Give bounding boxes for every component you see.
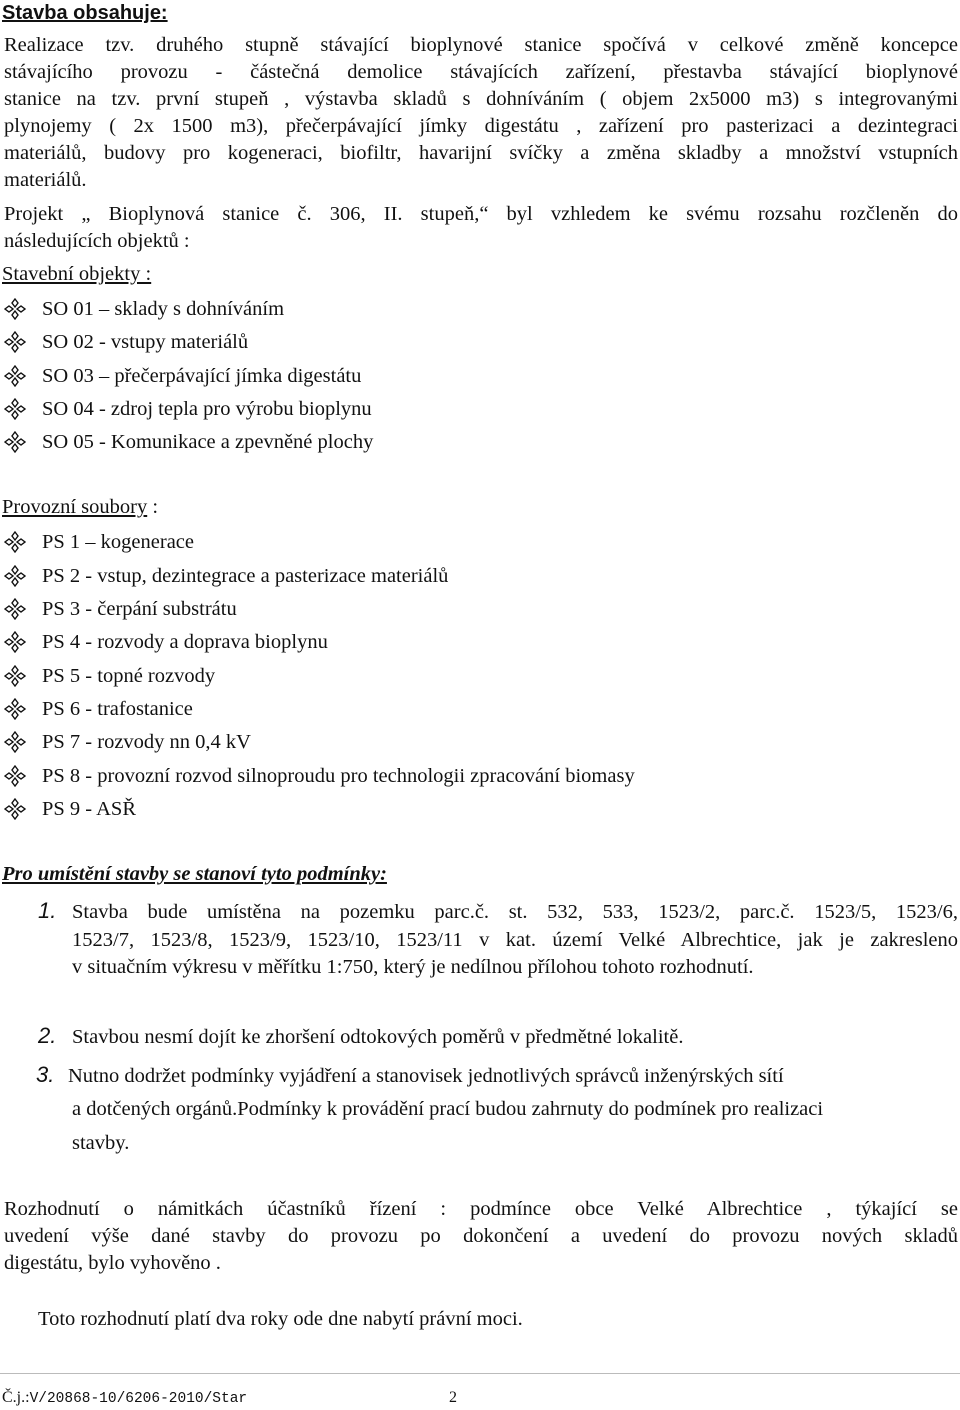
list-item-text: PS 8 - provozní rozvod silnoproudu pro technologii zpracování biomasy [42,764,635,787]
list-item-text: PS 4 - rozvody a doprava bioplynu [42,630,328,653]
conditions-heading: Pro umístění stavby se stanoví tyto podmínky: [2,863,387,885]
intro-line: materiálů, budovy pro kogeneraci, biofiltr, havarijní svíčky a změna skladby a množství vstupních [4,142,958,164]
footer-prefix: Č.j.: [2,1389,30,1406]
objection-line: uvedení výše dané stavby do provozu po dokončení a uvedení do provozu nových skladů [4,1225,958,1247]
list-item [4,396,372,422]
list-item [4,563,448,589]
diamond-bullet-icon [4,331,26,353]
list-item [4,629,328,655]
list-item [4,596,237,622]
diamond-bullet-icon [4,431,26,453]
condition-line: 1523/7, 1523/8, 1523/9, 1523/10, 1523/11 v kat. území Velké Albrechtice, jak je zakresleno [72,929,958,951]
list-item [4,296,284,322]
objection-line: digestátu, bylo vyhověno . [4,1252,221,1274]
diamond-bullet-icon [4,365,26,387]
intro-line: stanice na tzv. první stupeň , výstavba skladů s dohníváním ( objem 2x5000 m3) s integrovanými [4,88,958,110]
section-heading: Stavba obsahuje: [2,2,168,24]
validity-statement: Toto rozhodnutí platí dva roky ode dne nabytí právní moci. [38,1308,523,1330]
condition-line: Stavba bude umístěna na pozemku parc.č. st. 532, 533, 1523/2, parc.č. 1523/5, 1523/6, [72,901,958,923]
diamond-bullet-icon [4,398,26,420]
list-item-text: PS 6 - trafostanice [42,697,193,720]
diamond-bullet-icon [4,565,26,587]
provozni-soubory-header [2,496,158,519]
condition-line: v situačním výkresu v měřítku 1:750, který je nedílnou přílohou tohoto rozhodnutí. [72,956,754,978]
footer-divider [0,1373,960,1374]
intro-line: stávajícího provozu - částečná demolice stávajících zařízení, přestavba stávající bioplynové [4,61,958,83]
list-item-text: SO 03 – přečerpávající jímka digestátu [42,364,362,387]
diamond-bullet-icon [4,665,26,687]
condition-text: Stavbou nesmí dojít ke zhoršení odtokových poměrů v předmětné lokalitě. [72,1026,684,1048]
stavebni-objekty-label: Stavební objekty : [2,263,152,285]
diamond-bullet-icon [4,531,26,553]
list-item-text: PS 2 - vstup, dezintegrace a pasterizace materiálů [42,564,449,587]
list-item-text: SO 04 - zdroj tepla pro výrobu bioplynu [42,397,372,420]
list-item [4,796,136,822]
list-item-text: SO 01 – sklady s dohníváním [42,297,285,320]
footer-case-number: V/20868-10/6206-2010/Star [29,1391,248,1407]
condition-number: 3. [36,1062,55,1087]
list-item-text: PS 1 – kogenerace [42,530,194,553]
condition-number: 1. [38,898,57,923]
intro-line: plynojemy ( 2x 1500 m3), přečerpávající jímky digestátu , zařízení pro pasterizaci a dezintegraci [4,115,958,137]
diamond-bullet-icon [4,798,26,820]
list-item [4,763,635,789]
footer-reference [2,1389,247,1407]
list-item-text: PS 5 - topné rozvody [42,664,216,687]
intro-line: materiálů. [4,169,87,191]
list-item [4,429,373,455]
list-item [4,329,248,355]
condition-line: Nutno dodržet podmínky vyjádření a stanovisek jednotlivých správců inženýrských sítí [68,1065,784,1087]
intro-line: Realizace tzv. druhého stupně stávající bioplynové stanice spočívá v celkové změně koncepce [4,34,958,56]
condition-line: stavby. [72,1132,130,1154]
condition-line: a dotčených orgánů.Podmínky k provádění prací budou zahrnuty do podmínek pro realizaci [72,1098,824,1120]
diamond-bullet-icon [4,765,26,787]
diamond-bullet-icon [4,598,26,620]
list-item-text: SO 02 - vstupy materiálů [42,330,249,353]
list-item-text: SO 05 - Komunikace a zpevněné plochy [42,430,374,453]
provozni-soubory-suffix: : [147,496,159,518]
list-item-text: PS 3 - čerpání substrátu [42,597,237,620]
diamond-bullet-icon [4,298,26,320]
list-item-text: PS 9 - ASŘ [42,797,137,820]
list-item-text: PS 7 - rozvody nn 0,4 kV [42,730,251,753]
page-number: 2 [449,1389,457,1406]
diamond-bullet-icon [4,731,26,753]
project-line: Projekt „ Bioplynová stanice č. 306, II. stupeň,“ byl vzhledem ke svému rozsahu rozčleněn do [4,203,958,225]
diamond-bullet-icon [4,631,26,653]
list-item [4,696,193,722]
list-item [4,529,194,555]
project-line: následujících objektů : [4,230,190,252]
condition-number: 2. [38,1023,57,1048]
objection-line: Rozhodnutí o námitkách účastníků řízení : podmínce obce Velké Albrechtice , týkající se [4,1198,958,1220]
list-item [4,729,251,755]
list-item [4,363,361,389]
provozni-soubory-label: Provozní soubory [2,496,148,518]
list-item [4,663,215,689]
diamond-bullet-icon [4,698,26,720]
